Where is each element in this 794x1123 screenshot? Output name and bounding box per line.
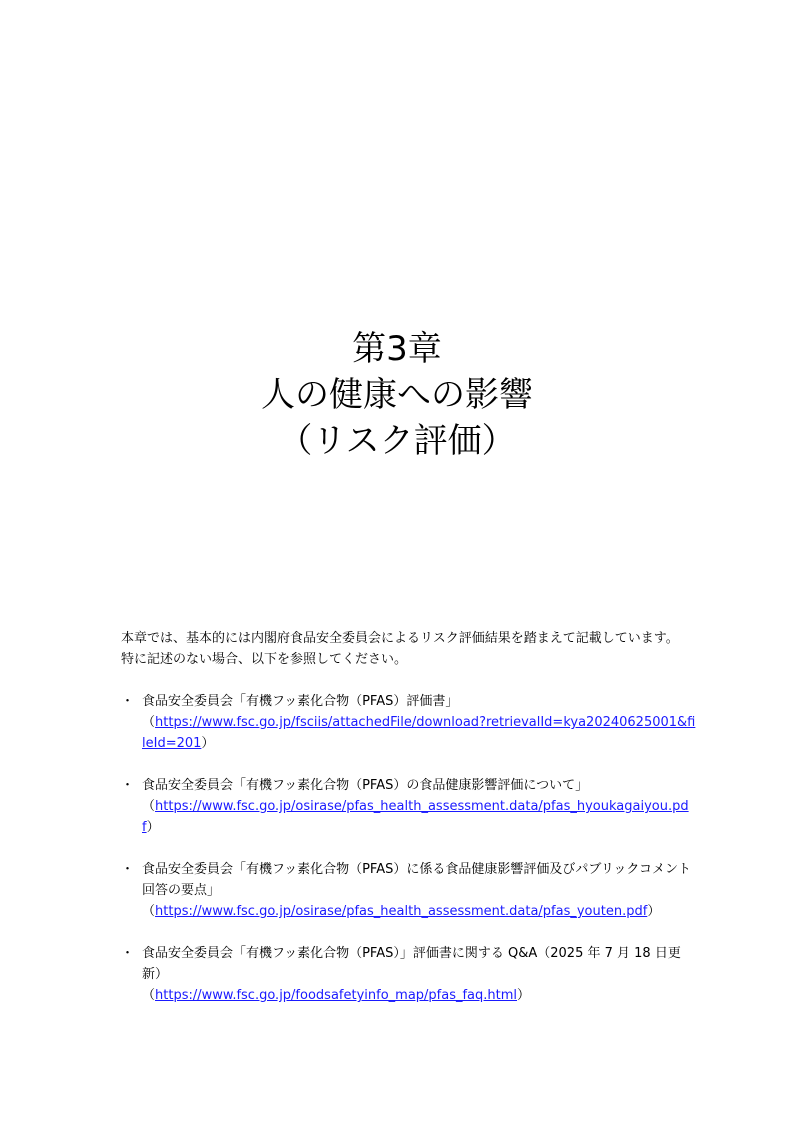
reference-item: [108, 859, 698, 922]
chapter-subheading: （リスク評価）: [278, 421, 516, 461]
reference-url-line: [142, 796, 698, 838]
reference-item: [108, 691, 698, 754]
intro-reference-note: 特に記述のない場合、以下を参照してください。: [121, 652, 408, 667]
reference-title: 食品安全委員会「有機フッ素化合物（PFAS）に係る食品健康影響評価及びパブリックコメント回答の要点」: [142, 862, 692, 898]
reference-title: 食品安全委員会「有機フッ素化合物（PFAS）評価書」: [142, 694, 459, 709]
open-paren: （: [142, 715, 156, 730]
reference-item: [108, 943, 698, 1006]
bullet-mark: ・: [121, 862, 135, 877]
reference-url-line: [142, 712, 698, 754]
reference-link[interactable]: https://www.fsc.go.jp/osirase/pfas_health_assessment.data/pfas_hyoukagaiyou.pdf: [142, 799, 689, 835]
chapter-body: [108, 628, 698, 1027]
open-paren: （: [142, 799, 156, 814]
reference-link[interactable]: https://www.fsc.go.jp/osirase/pfas_health_assessment.data/pfas_youten.pdf: [155, 904, 648, 919]
reference-link[interactable]: https://www.fsc.go.jp/fsciis/attachedFile/download?retrievalId=kya20240625001&fileId=201: [142, 715, 696, 751]
open-paren: （: [142, 904, 156, 919]
reference-title: 食品安全委員会「有機フッ素化合物（PFAS）の食品健康影響評価について」: [142, 778, 589, 793]
close-paren: ）: [647, 904, 661, 919]
reference-link[interactable]: https://www.fsc.go.jp/foodsafetyinfo_map/pfas_faq.html: [155, 988, 518, 1003]
chapter-number: 第3章: [352, 329, 442, 369]
bullet-mark: ・: [121, 778, 135, 793]
intro-paragraph: 本章では、基本的には内閣府食品安全委員会によるリスク評価結果を踏まえて記載しています。: [121, 631, 679, 646]
reference-url-line: [142, 985, 698, 1006]
chapter-heading: 人の健康への影響: [261, 375, 533, 415]
open-paren: （: [142, 988, 156, 1003]
reference-url-line: [142, 901, 698, 922]
reference-item: [108, 775, 698, 838]
close-paren: ）: [517, 988, 531, 1003]
close-paren: ）: [201, 736, 215, 751]
reference-title: 食品安全委員会「有機フッ素化合物（PFAS）」評価書に関する Q&A（2025 年 7 月 18 日更新）: [142, 946, 681, 982]
reference-list: [108, 691, 698, 1006]
chapter-title: [0, 326, 794, 464]
bullet-mark: ・: [121, 946, 135, 961]
bullet-mark: ・: [121, 694, 135, 709]
close-paren: ）: [146, 820, 160, 835]
